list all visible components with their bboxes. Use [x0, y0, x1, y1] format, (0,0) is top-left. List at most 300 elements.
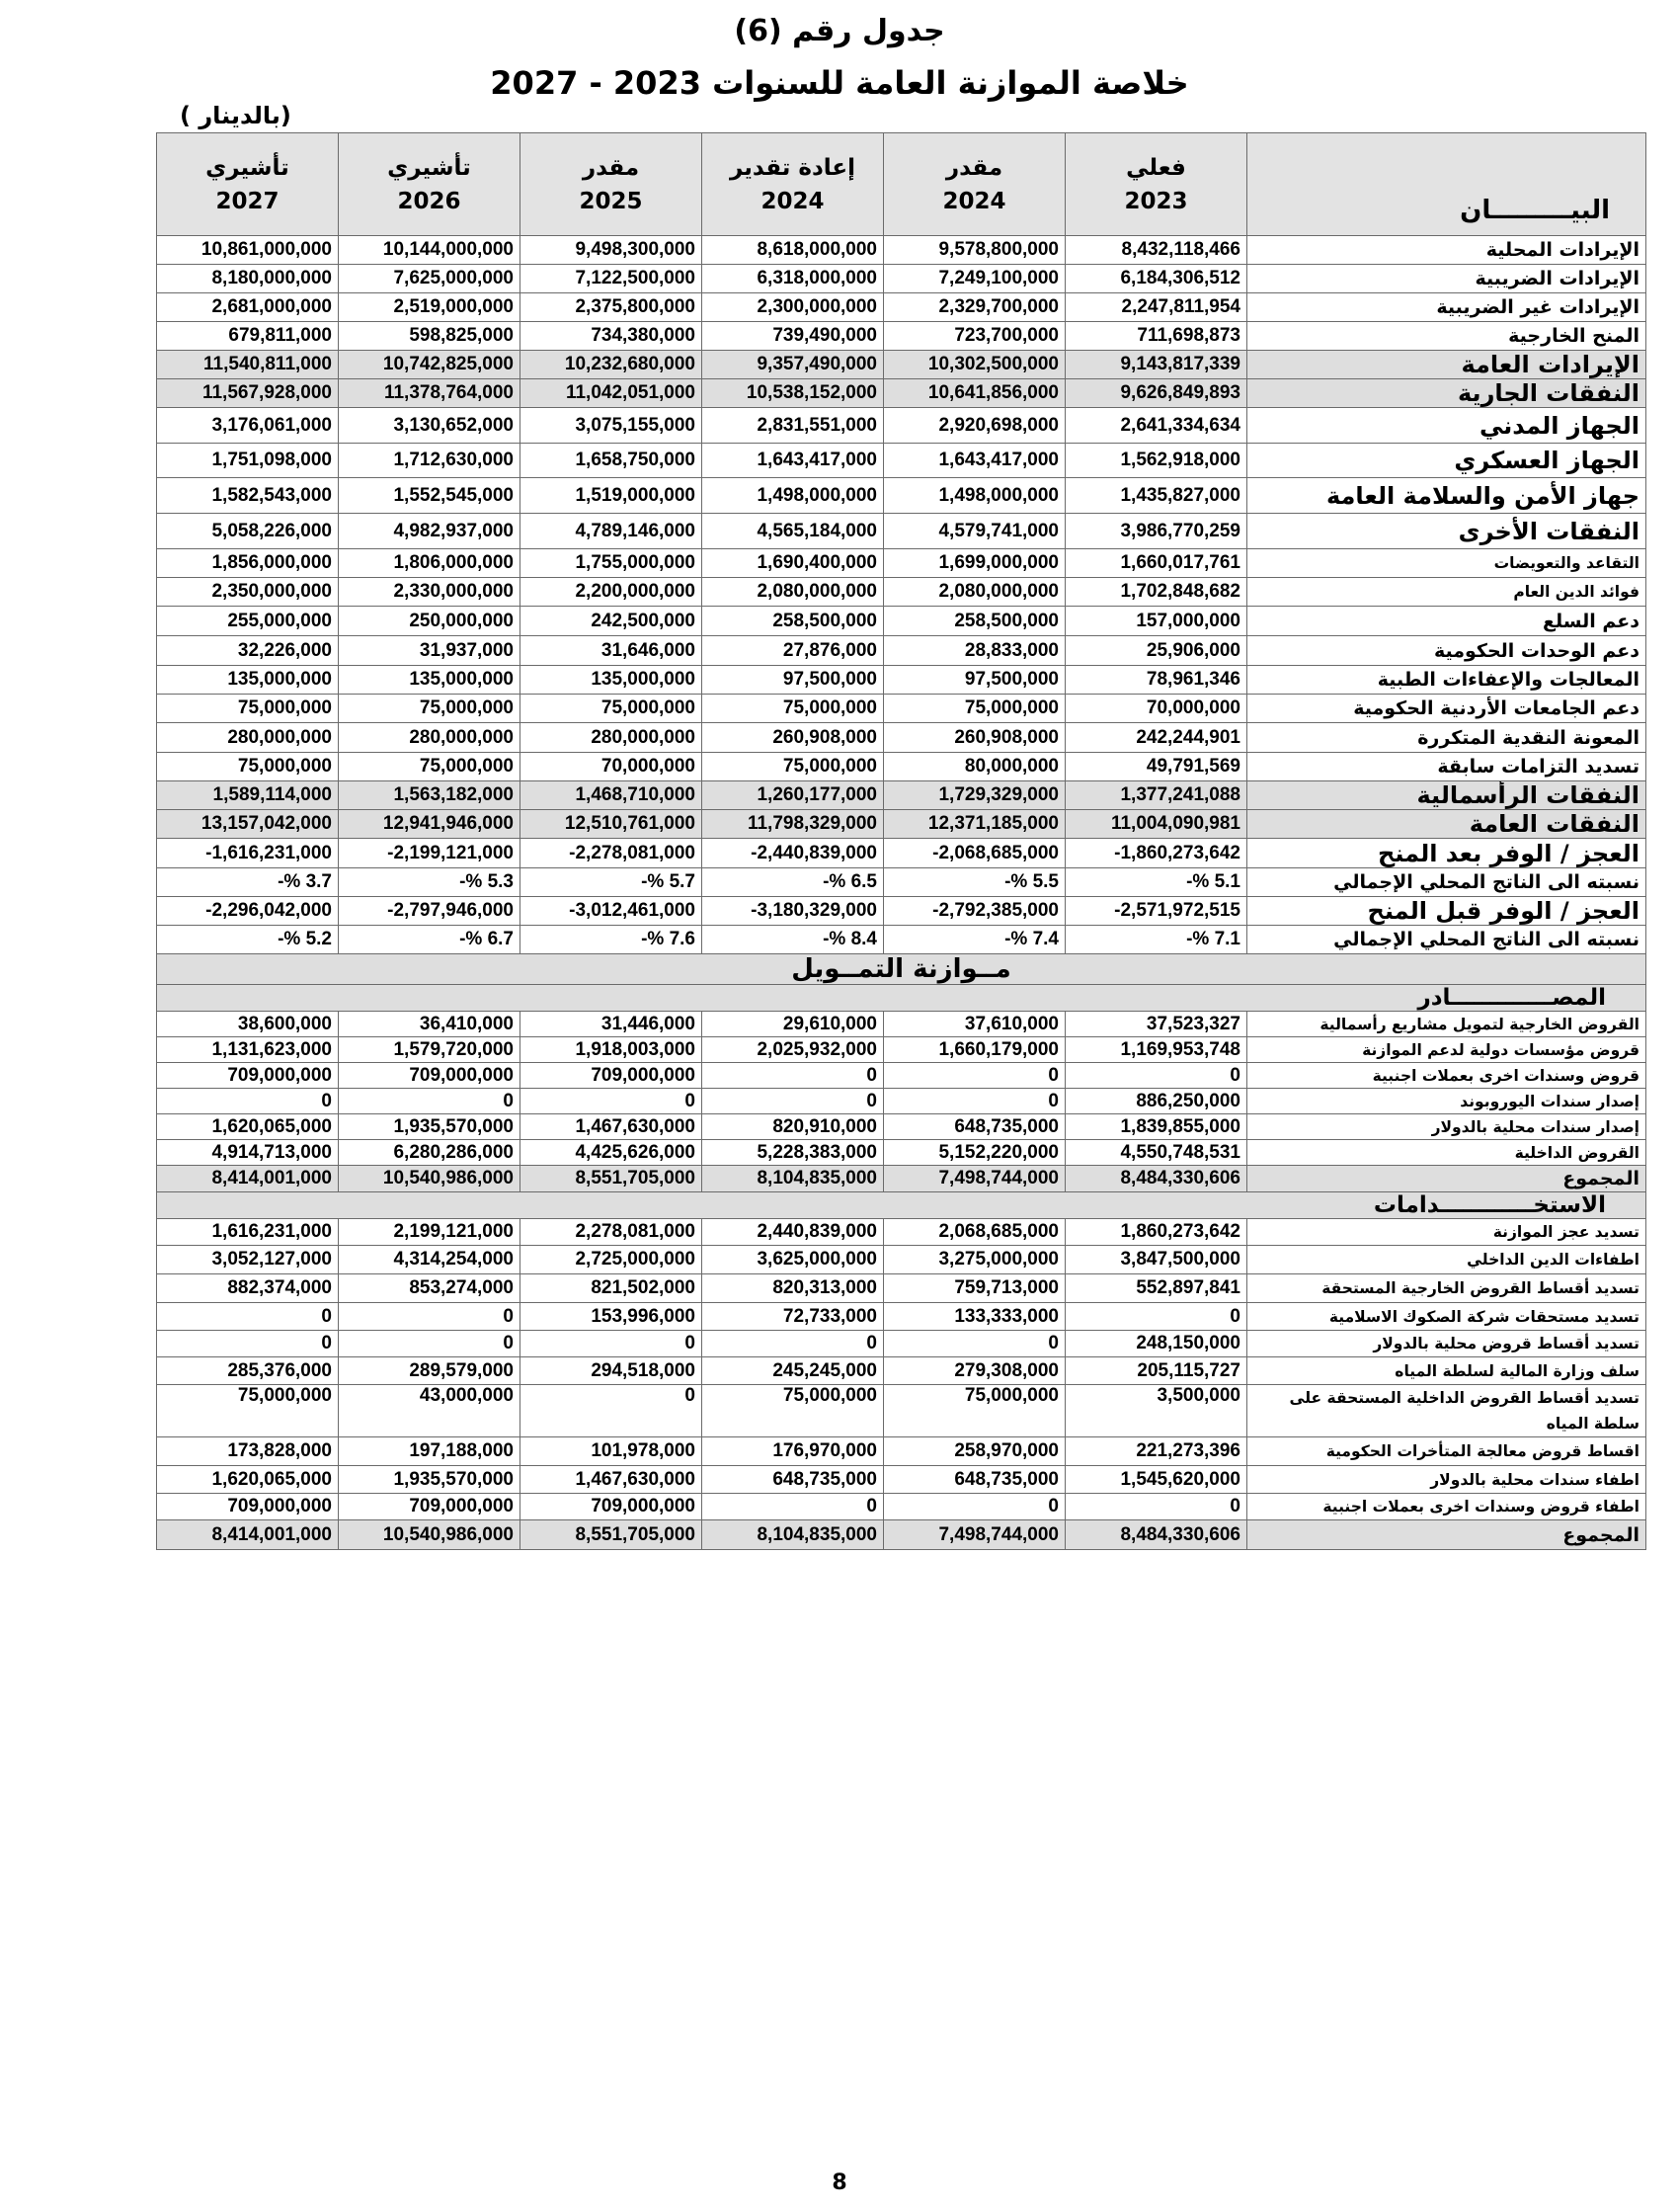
value-cell: 3,275,000,000: [884, 1246, 1066, 1274]
value-cell: 709,000,000: [157, 1494, 339, 1520]
value-cell: 723,700,000: [884, 322, 1066, 351]
value-cell: 135,000,000: [157, 666, 339, 695]
value-cell: 1,620,065,000: [157, 1114, 339, 1140]
currency-unit-note: ( بالدينار): [180, 102, 291, 129]
value-cell: 25,906,000: [1066, 636, 1247, 666]
value-cell: 0: [157, 1089, 339, 1114]
value-cell: 8,414,001,000: [157, 1166, 339, 1192]
value-cell: 3,176,061,000: [157, 408, 339, 444]
column-type: إعادة تقدير: [729, 154, 856, 181]
value-cell: 1,702,848,682: [1066, 578, 1247, 607]
value-cell: 258,500,000: [884, 607, 1066, 636]
value-cell: 13,157,042,000: [157, 810, 339, 839]
value-cell: 29,610,000: [702, 1012, 884, 1037]
value-cell: 280,000,000: [339, 723, 520, 753]
value-cell: 242,500,000: [520, 607, 702, 636]
uses-subtitle-row: [157, 1192, 1646, 1219]
table-row: [157, 1331, 1646, 1357]
page-number: 8: [832, 2171, 847, 2195]
value-cell: 820,910,000: [702, 1114, 884, 1140]
value-cell: 2,200,000,000: [520, 578, 702, 607]
value-cell: 12,510,761,000: [520, 810, 702, 839]
value-cell: 1,935,570,000: [339, 1114, 520, 1140]
value-cell: 0: [157, 1303, 339, 1331]
table-row: [157, 478, 1646, 514]
value-cell: -% 8.4: [702, 926, 884, 954]
value-cell: 4,314,254,000: [339, 1246, 520, 1274]
column-year: 2025: [579, 188, 643, 214]
value-cell: 6,184,306,512: [1066, 265, 1247, 293]
value-cell: 5,058,226,000: [157, 514, 339, 549]
value-cell: 2,278,081,000: [520, 1219, 702, 1246]
value-cell: 709,000,000: [339, 1494, 520, 1520]
table-row: [157, 265, 1646, 293]
value-cell: 2,080,000,000: [702, 578, 884, 607]
value-cell: 10,540,986,000: [339, 1166, 520, 1192]
value-cell: 75,000,000: [339, 753, 520, 781]
value-cell: 1,729,329,000: [884, 781, 1066, 810]
value-cell: 135,000,000: [339, 666, 520, 695]
column-year: 2023: [1124, 188, 1188, 214]
value-cell: 289,579,000: [339, 1357, 520, 1385]
value-cell: 78,961,346: [1066, 666, 1247, 695]
value-cell: 70,000,000: [520, 753, 702, 781]
table-row: [157, 1140, 1646, 1166]
value-cell: 4,579,741,000: [884, 514, 1066, 549]
value-cell: 135,000,000: [520, 666, 702, 695]
row-label: تسديد أقساط القروض الخارجية المستحقة: [1247, 1274, 1646, 1303]
value-cell: 37,610,000: [884, 1012, 1066, 1037]
value-cell: 0: [1066, 1303, 1247, 1331]
row-label: الجهاز المدني: [1247, 408, 1646, 444]
value-cell: -2,199,121,000: [339, 839, 520, 868]
value-cell: 1,660,017,761: [1066, 549, 1247, 578]
value-cell: 10,144,000,000: [339, 236, 520, 265]
value-cell: 101,978,000: [520, 1437, 702, 1466]
value-cell: -% 7.1: [1066, 926, 1247, 954]
table-row: [157, 607, 1646, 636]
row-label: القروض الداخلية: [1247, 1140, 1646, 1166]
value-cell: 9,626,849,893: [1066, 379, 1247, 408]
value-cell: 1,712,630,000: [339, 444, 520, 478]
value-cell: 648,735,000: [884, 1114, 1066, 1140]
table-row: [157, 1063, 1646, 1089]
value-cell: 1,468,710,000: [520, 781, 702, 810]
value-cell: 2,350,000,000: [157, 578, 339, 607]
uses-total-row: [157, 1520, 1646, 1550]
value-cell: 38,600,000: [157, 1012, 339, 1037]
row-label: إصدار سندات محلية بالدولار: [1247, 1114, 1646, 1140]
table-row: [157, 1385, 1646, 1437]
table-row: [157, 293, 1646, 322]
value-cell: 1,435,827,000: [1066, 478, 1247, 514]
sources-subtitle-row: [157, 985, 1646, 1012]
value-cell: 2,681,000,000: [157, 293, 339, 322]
value-cell: -% 7.6: [520, 926, 702, 954]
table-row: [157, 926, 1646, 954]
value-cell: 8,414,001,000: [157, 1520, 339, 1550]
row-label: النفقات الرأسمالية: [1247, 781, 1646, 810]
row-label: نسبته الى الناتج المحلي الإجمالي: [1247, 926, 1646, 954]
value-cell: 75,000,000: [520, 695, 702, 723]
row-label: اطفاء سندات محلية بالدولار: [1247, 1466, 1646, 1494]
value-cell: 97,500,000: [884, 666, 1066, 695]
value-cell: 6,318,000,000: [702, 265, 884, 293]
value-cell: 1,562,918,000: [1066, 444, 1247, 478]
table-row: [157, 1494, 1646, 1520]
value-cell: 853,274,000: [339, 1274, 520, 1303]
value-cell: 4,550,748,531: [1066, 1140, 1247, 1166]
table-row: [157, 1012, 1646, 1037]
value-cell: -2,278,081,000: [520, 839, 702, 868]
value-cell: 294,518,000: [520, 1357, 702, 1385]
table-row: [157, 379, 1646, 408]
row-label: اطفاء قروض وسندات اخرى بعملات اجنبية: [1247, 1494, 1646, 1520]
value-cell: 1,856,000,000: [157, 549, 339, 578]
value-cell: 1,377,241,088: [1066, 781, 1247, 810]
value-cell: 255,000,000: [157, 607, 339, 636]
value-cell: -3,012,461,000: [520, 897, 702, 926]
value-cell: 8,104,835,000: [702, 1520, 884, 1550]
table-row: [157, 1357, 1646, 1385]
value-cell: 1,169,953,748: [1066, 1037, 1247, 1063]
value-cell: 648,735,000: [884, 1466, 1066, 1494]
table-row: [157, 1437, 1646, 1466]
column-type: مقدر: [582, 154, 640, 181]
value-cell: 72,733,000: [702, 1303, 884, 1331]
row-label: دعم الوحدات الحكومية: [1247, 636, 1646, 666]
value-cell: 1,589,114,000: [157, 781, 339, 810]
row-label: دعم الجامعات الأردنية الحكومية: [1247, 695, 1646, 723]
value-cell: -1,616,231,000: [157, 839, 339, 868]
value-cell: 1,498,000,000: [884, 478, 1066, 514]
table-row: [157, 236, 1646, 265]
value-cell: 598,825,000: [339, 322, 520, 351]
value-cell: 176,970,000: [702, 1437, 884, 1466]
row-label: النفقات الأخرى: [1247, 514, 1646, 549]
value-cell: 173,828,000: [157, 1437, 339, 1466]
value-cell: 12,941,946,000: [339, 810, 520, 839]
value-cell: 679,811,000: [157, 322, 339, 351]
column-header: [339, 133, 520, 236]
value-cell: 0: [339, 1331, 520, 1357]
value-cell: 8,104,835,000: [702, 1166, 884, 1192]
value-cell: 27,876,000: [702, 636, 884, 666]
value-cell: 1,563,182,000: [339, 781, 520, 810]
value-cell: 75,000,000: [157, 1385, 339, 1437]
row-label: الجهاز العسكري: [1247, 444, 1646, 478]
row-label: المنح الخارجية: [1247, 322, 1646, 351]
value-cell: 31,446,000: [520, 1012, 702, 1037]
value-cell: 75,000,000: [702, 1385, 884, 1437]
column-header: [157, 133, 339, 236]
value-cell: 1,690,400,000: [702, 549, 884, 578]
table-row: [157, 1466, 1646, 1494]
value-cell: -% 5.7: [520, 868, 702, 897]
value-cell: 2,440,839,000: [702, 1219, 884, 1246]
value-cell: 248,150,000: [1066, 1331, 1247, 1357]
row-label: فوائد الدين العام: [1247, 578, 1646, 607]
value-cell: 205,115,727: [1066, 1357, 1247, 1385]
column-year: 2027: [215, 188, 280, 214]
value-cell: 1,806,000,000: [339, 549, 520, 578]
value-cell: -2,296,042,000: [157, 897, 339, 926]
value-cell: 2,068,685,000: [884, 1219, 1066, 1246]
value-cell: 0: [339, 1303, 520, 1331]
row-label: تسديد أقساط القروض الداخلية المستحقة على سلطة المياه: [1247, 1385, 1646, 1437]
header-row: [157, 133, 1646, 236]
value-cell: -2,571,972,515: [1066, 897, 1247, 926]
value-cell: -2,792,385,000: [884, 897, 1066, 926]
column-type: تأشيري: [387, 154, 471, 181]
value-cell: 7,498,744,000: [884, 1520, 1066, 1550]
row-label: المجموع: [1247, 1520, 1646, 1550]
value-cell: 28,833,000: [884, 636, 1066, 666]
table-row: [157, 408, 1646, 444]
value-cell: 0: [339, 1089, 520, 1114]
sources-total-row: [157, 1166, 1646, 1192]
value-cell: 260,908,000: [702, 723, 884, 753]
value-cell: -% 5.2: [157, 926, 339, 954]
value-cell: 9,357,490,000: [702, 351, 884, 379]
row-label: اطفاءات الدين الداخلي: [1247, 1246, 1646, 1274]
value-cell: 1,498,000,000: [702, 478, 884, 514]
value-cell: 49,791,569: [1066, 753, 1247, 781]
value-cell: 75,000,000: [157, 753, 339, 781]
value-cell: 279,308,000: [884, 1357, 1066, 1385]
value-cell: 280,000,000: [157, 723, 339, 753]
value-cell: 1,519,000,000: [520, 478, 702, 514]
value-cell: 882,374,000: [157, 1274, 339, 1303]
row-label: جهاز الأمن والسلامة العامة: [1247, 478, 1646, 514]
value-cell: 75,000,000: [702, 695, 884, 723]
value-cell: 711,698,873: [1066, 322, 1247, 351]
value-cell: 1,620,065,000: [157, 1466, 339, 1494]
value-cell: -% 7.4: [884, 926, 1066, 954]
value-cell: 3,625,000,000: [702, 1246, 884, 1274]
value-cell: -1,860,273,642: [1066, 839, 1247, 868]
value-cell: 250,000,000: [339, 607, 520, 636]
value-cell: 552,897,841: [1066, 1274, 1247, 1303]
value-cell: 2,300,000,000: [702, 293, 884, 322]
value-cell: 759,713,000: [884, 1274, 1066, 1303]
column-type: تأشيري: [205, 154, 289, 181]
uses-subtitle: الاستخــــــــــــدامات: [157, 1192, 1646, 1219]
row-label: تسديد أقساط قروض محلية بالدولار: [1247, 1331, 1646, 1357]
value-cell: 1,582,543,000: [157, 478, 339, 514]
row-label: اقساط قروض معالجة المتأخرات الحكومية: [1247, 1437, 1646, 1466]
value-cell: 10,538,152,000: [702, 379, 884, 408]
table-row: [157, 1089, 1646, 1114]
column-year: 2026: [397, 188, 461, 214]
value-cell: 1,860,273,642: [1066, 1219, 1247, 1246]
value-cell: -% 6.7: [339, 926, 520, 954]
value-cell: 11,798,329,000: [702, 810, 884, 839]
value-cell: 9,143,817,339: [1066, 351, 1247, 379]
table-row: [157, 514, 1646, 549]
value-cell: 4,565,184,000: [702, 514, 884, 549]
value-cell: 734,380,000: [520, 322, 702, 351]
value-cell: 3,052,127,000: [157, 1246, 339, 1274]
column-header: [884, 133, 1066, 236]
value-cell: 0: [520, 1385, 702, 1437]
value-cell: 1,751,098,000: [157, 444, 339, 478]
value-cell: 8,551,705,000: [520, 1520, 702, 1550]
value-cell: 258,500,000: [702, 607, 884, 636]
value-cell: 709,000,000: [520, 1063, 702, 1089]
column-header: [520, 133, 702, 236]
value-cell: 0: [1066, 1494, 1247, 1520]
value-cell: 709,000,000: [339, 1063, 520, 1089]
value-cell: 7,498,744,000: [884, 1166, 1066, 1192]
sources-subtitle: المصـــــــــــــادر: [157, 985, 1646, 1012]
value-cell: 0: [1066, 1063, 1247, 1089]
value-cell: 10,641,856,000: [884, 379, 1066, 408]
table-row: [157, 351, 1646, 379]
value-cell: 1,839,855,000: [1066, 1114, 1247, 1140]
value-cell: 2,920,698,000: [884, 408, 1066, 444]
row-label: العجز / الوفر بعد المنح: [1247, 839, 1646, 868]
value-cell: 8,551,705,000: [520, 1166, 702, 1192]
value-cell: 739,490,000: [702, 322, 884, 351]
value-cell: 1,755,000,000: [520, 549, 702, 578]
column-year: 2024: [942, 188, 1006, 214]
value-cell: 2,199,121,000: [339, 1219, 520, 1246]
value-cell: 153,996,000: [520, 1303, 702, 1331]
table-row: [157, 897, 1646, 926]
value-cell: 75,000,000: [884, 695, 1066, 723]
value-cell: 2,080,000,000: [884, 578, 1066, 607]
value-cell: 820,313,000: [702, 1274, 884, 1303]
value-cell: 2,375,800,000: [520, 293, 702, 322]
row-label: قروض وسندات اخرى بعملات اجنبية: [1247, 1063, 1646, 1089]
budget-table: [156, 132, 1646, 1550]
value-cell: 221,273,396: [1066, 1437, 1247, 1466]
column-header: [1066, 133, 1247, 236]
financing-section-title: مــوازنة التمــويل: [157, 954, 1646, 985]
table-row: [157, 1219, 1646, 1246]
row-label: النفقات العامة: [1247, 810, 1646, 839]
table-row: [157, 1037, 1646, 1063]
table-row: [157, 810, 1646, 839]
table-row: [157, 1114, 1646, 1140]
value-cell: 0: [702, 1331, 884, 1357]
row-label: تسديد مستحقات شركة الصكوك الاسلامية: [1247, 1303, 1646, 1331]
value-cell: 4,789,146,000: [520, 514, 702, 549]
value-cell: 75,000,000: [157, 695, 339, 723]
value-cell: 3,075,155,000: [520, 408, 702, 444]
value-cell: 2,247,811,954: [1066, 293, 1247, 322]
budget-summary-table: [156, 132, 1645, 1550]
value-cell: 70,000,000: [1066, 695, 1247, 723]
row-label: إصدار سندات اليوروبوند: [1247, 1089, 1646, 1114]
row-label: المعونة النقدية المتكررة: [1247, 723, 1646, 753]
table-row: [157, 753, 1646, 781]
value-cell: 31,937,000: [339, 636, 520, 666]
value-cell: 2,641,334,634: [1066, 408, 1247, 444]
value-cell: 7,625,000,000: [339, 265, 520, 293]
value-cell: 258,970,000: [884, 1437, 1066, 1466]
value-cell: 1,131,623,000: [157, 1037, 339, 1063]
row-label: العجز / الوفر قبل المنح: [1247, 897, 1646, 926]
value-cell: 1,643,417,000: [702, 444, 884, 478]
value-cell: 10,302,500,000: [884, 351, 1066, 379]
table-row: [157, 1303, 1646, 1331]
column-header: [702, 133, 884, 236]
value-cell: 75,000,000: [339, 695, 520, 723]
label-column-header: البيـــــــــان: [1247, 133, 1646, 236]
value-cell: -% 3.7: [157, 868, 339, 897]
document-title: خلاصة الموازنة العامة للسنوات 2023 - 2027: [490, 64, 1189, 102]
value-cell: 0: [702, 1494, 884, 1520]
table-row: [157, 695, 1646, 723]
table-row: [157, 868, 1646, 897]
row-label: التقاعد والتعويضات: [1247, 549, 1646, 578]
value-cell: 0: [884, 1063, 1066, 1089]
value-cell: 4,914,713,000: [157, 1140, 339, 1166]
value-cell: 11,004,090,981: [1066, 810, 1247, 839]
row-label: الإيرادات العامة: [1247, 351, 1646, 379]
value-cell: 3,500,000: [1066, 1385, 1247, 1437]
value-cell: 36,410,000: [339, 1012, 520, 1037]
value-cell: 97,500,000: [702, 666, 884, 695]
value-cell: 133,333,000: [884, 1303, 1066, 1331]
value-cell: -% 5.5: [884, 868, 1066, 897]
value-cell: 2,831,551,000: [702, 408, 884, 444]
value-cell: 285,376,000: [157, 1357, 339, 1385]
value-cell: 0: [520, 1089, 702, 1114]
value-cell: 0: [884, 1089, 1066, 1114]
value-cell: 3,130,652,000: [339, 408, 520, 444]
value-cell: 1,545,620,000: [1066, 1466, 1247, 1494]
value-cell: 2,725,000,000: [520, 1246, 702, 1274]
value-cell: 2,025,932,000: [702, 1037, 884, 1063]
row-label: نسبته الى الناتج المحلي الإجمالي: [1247, 868, 1646, 897]
table-row: [157, 1274, 1646, 1303]
row-label: الإيرادات الضريبية: [1247, 265, 1646, 293]
value-cell: 1,616,231,000: [157, 1219, 339, 1246]
row-label: قروض مؤسسات دولية لدعم الموازنة: [1247, 1037, 1646, 1063]
table-row: [157, 666, 1646, 695]
value-cell: 2,329,700,000: [884, 293, 1066, 322]
value-cell: 12,371,185,000: [884, 810, 1066, 839]
value-cell: 0: [702, 1089, 884, 1114]
value-cell: 11,378,764,000: [339, 379, 520, 408]
value-cell: 11,540,811,000: [157, 351, 339, 379]
table-number-title: جدول رقم (6): [734, 14, 945, 48]
value-cell: 11,567,928,000: [157, 379, 339, 408]
value-cell: 10,861,000,000: [157, 236, 339, 265]
value-cell: 245,245,000: [702, 1357, 884, 1385]
value-cell: 10,742,825,000: [339, 351, 520, 379]
value-cell: 8,618,000,000: [702, 236, 884, 265]
value-cell: 3,847,500,000: [1066, 1246, 1247, 1274]
value-cell: 32,226,000: [157, 636, 339, 666]
value-cell: 8,484,330,606: [1066, 1520, 1247, 1550]
financing-section-title-row: [157, 954, 1646, 985]
value-cell: 2,519,000,000: [339, 293, 520, 322]
value-cell: -3,180,329,000: [702, 897, 884, 926]
value-cell: 1,467,630,000: [520, 1466, 702, 1494]
column-type: فعلي: [1126, 154, 1186, 181]
table-row: [157, 444, 1646, 478]
value-cell: 31,646,000: [520, 636, 702, 666]
value-cell: 7,122,500,000: [520, 265, 702, 293]
value-cell: 43,000,000: [339, 1385, 520, 1437]
table-row: [157, 723, 1646, 753]
table-row: [157, 781, 1646, 810]
value-cell: -2,068,685,000: [884, 839, 1066, 868]
